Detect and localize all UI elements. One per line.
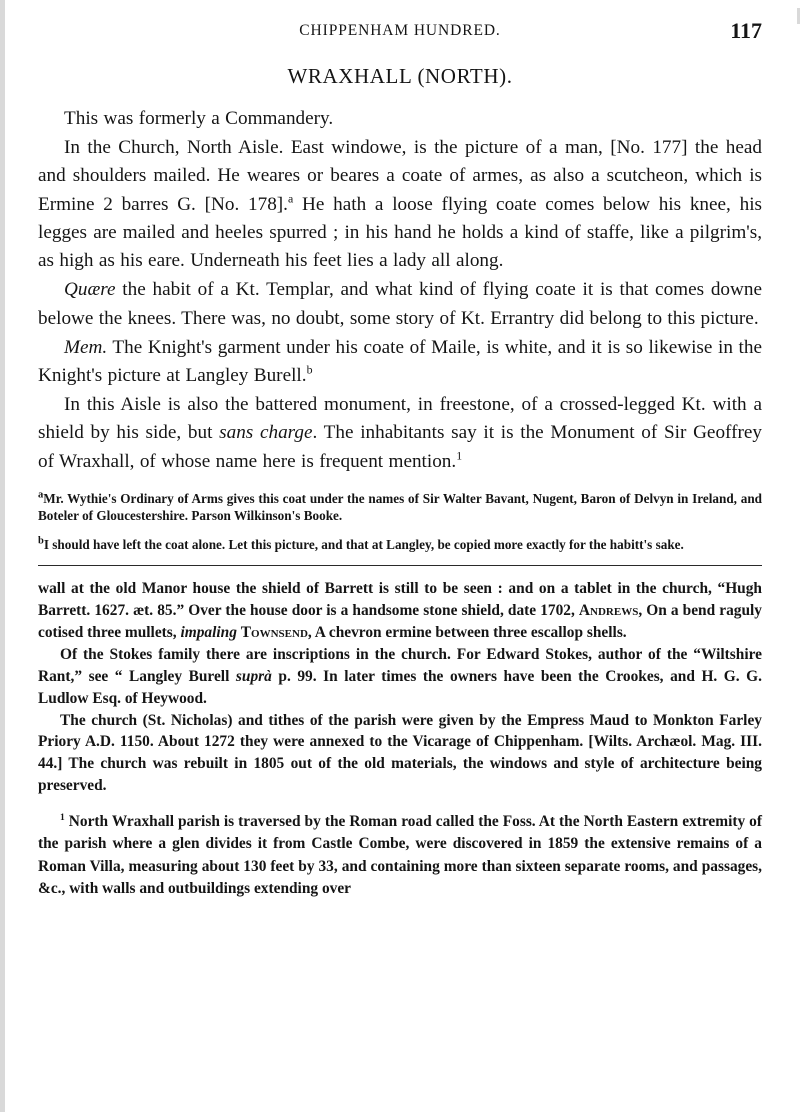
footnote — [38, 536, 762, 553]
continued-note-block — [38, 578, 762, 797]
running-head — [38, 18, 762, 56]
footnote-text: Mr. Wythie's Ordinary of Arms gives this coat under the names of Sir Walter Bavant, Nugent, Baron of Delvyn in Ireland, and Boteler of Gloucestershire. Parson Wilkinson's Booke. — [38, 490, 762, 523]
continued-note-paragraph: Of the Stokes family there are inscriptions in the church. For Edward Stokes, author of the “Wiltshire Rant,” see “ Langley Burell suprà p. 99. In later times the owners have been the Crookes, and H. G. G. Ludlow Esq. of Heywood. — [38, 645, 762, 707]
final-footnote: $^1$ North Wraxhall parish is traversed by the Roman road called the Foss. At the North Eastern extremity of the parish where a glen divides it from Castle Combe, were discovered in 1859 the extensive remains of a Roman Villa, measuring about 130 feet by 33, and containing more than sixteen separate rooms, and passages, &c., with walls and outbuildings extending over — [38, 811, 762, 898]
footnote-block — [38, 490, 762, 553]
page-title: WRAXHALL (NORTH). — [287, 64, 513, 88]
continued-note-paragraph: wall at the old Manor house the shield of Barrett is still to be seen : and on a tablet in the church, “Hugh Barrett. 1627. æt. 85.” Over the house door is a handsome stone shield, date 1702, Andrews, On a bend raguly cotised three mullets, impaling Townsend, A chevron ermine between three escallop shells. — [38, 580, 762, 642]
footnote-label: a — [38, 489, 44, 501]
body-paragraph: In this Aisle is also the battered monument, in freestone, of a crossed-legged Kt. with a shield by his side, but sans charge. The inhabitants say it is the Monument of Sir Geoffrey of Wraxhall, of whose name here is frequent mention.$^1$ — [38, 394, 762, 472]
footnote — [38, 490, 762, 524]
body-paragraph: This was formerly a Commandery. — [64, 108, 334, 129]
running-head-title: CHIPPENHAM HUNDRED. — [299, 22, 501, 39]
footnote-divider-rule — [38, 565, 762, 566]
continued-note-paragraph: The church (St. Nicholas) and tithes of the parish were given by the Empress Maud to Monkton Farley Priory A.D. 1150. About 1272 they were annexed to the Vicarage of Chippenham. [Wilts. Archæol. Mag. III. 44.] The church was rebuilt in 1805 out of the old materials, the windows and style of architecture being preserved. — [38, 711, 762, 795]
body-paragraph: Mem. The Knight's garment under his coate of Maile, is white, and it is so likewise in the Knight's picture at Langley Burell.$^b$ — [38, 336, 762, 386]
body-paragraph: In the Church, North Aisle. East windowe, is the picture of a man, [No. 177] the head and shoulders mailed. He weares or beares a coate of armes, as also a scutcheon, which is Ermine 2 barres G. [No. 178].$^a$ He hath a loose flying coate comes below his knee, his legges are mailed and heeles spurred ; in his hand he holds a kind of staffe, like a pilgrim's, as high as his eare. Underneath his feet lies a lady all along. — [38, 137, 763, 272]
scan-edge-artifact-top-left — [0, 0, 5, 1112]
footnote-text: I should have left the coat alone. Let this picture, and that at Langley, be copied more exactly for the habitt's sake. — [43, 537, 684, 553]
body-text — [38, 105, 762, 476]
footnote-label: b — [38, 535, 44, 547]
page-number: 117 — [730, 18, 762, 43]
body-paragraph: Quære the habit of a Kt. Templar, and what kind of flying coate it is that comes downe belowe the knees. There was, no doubt, some story of Kt. Errantry did belong to this picture. — [38, 279, 762, 329]
